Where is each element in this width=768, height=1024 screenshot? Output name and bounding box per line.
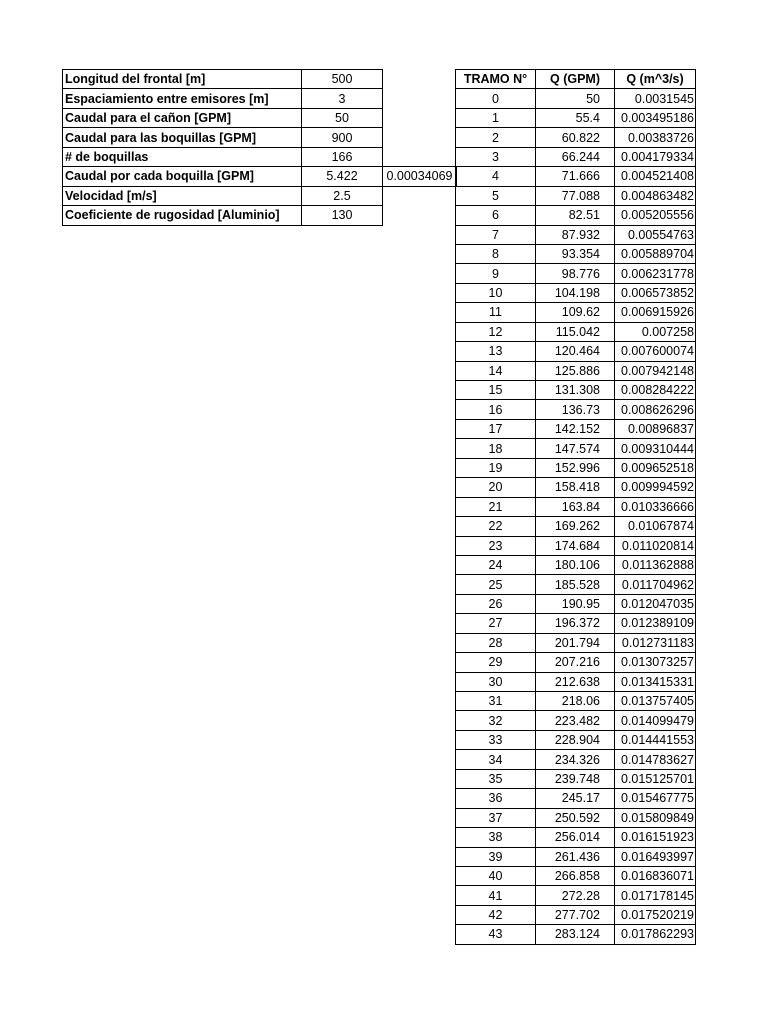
q-gpm-cell: 283.124 [536, 925, 615, 944]
q-m3s-cell: 0.007600074 [615, 342, 696, 361]
q-m3s-cell: 0.014099479 [615, 711, 696, 730]
parameter-value: 900 [302, 128, 383, 147]
q-gpm-cell: 272.28 [536, 886, 615, 905]
tramo-number: 2 [456, 128, 536, 147]
table-row [456, 303, 696, 322]
table-row [456, 711, 696, 730]
q-gpm-cell: 190.95 [536, 594, 615, 613]
tramo-number: 8 [456, 244, 536, 263]
tramo-number: 40 [456, 866, 536, 885]
parameter-value: 2.5 [302, 186, 383, 205]
q-gpm-cell: 60.822 [536, 128, 615, 147]
table-row [456, 789, 696, 808]
q-m3s-cell: 0.007942148 [615, 361, 696, 380]
table-row [456, 186, 696, 205]
q-m3s-cell: 0.011020814 [615, 536, 696, 555]
parameters-body [63, 70, 457, 226]
parameter-label: Espaciamiento entre emisores [m] [63, 89, 302, 108]
table-row [456, 478, 696, 497]
parameter-label: Longitud del frontal [m] [63, 70, 302, 89]
q-gpm-cell: 109.62 [536, 303, 615, 322]
tramo-number: 18 [456, 439, 536, 458]
q-m3s-cell: 0.01067874 [615, 517, 696, 536]
parameter-row [63, 206, 457, 225]
tramos-body [456, 89, 696, 944]
q-gpm-cell: 98.776 [536, 264, 615, 283]
q-gpm-cell: 256.014 [536, 828, 615, 847]
parameter-extra [383, 206, 457, 225]
tramo-number: 17 [456, 419, 536, 438]
tramos-header [456, 70, 696, 89]
q-gpm-cell: 120.464 [536, 342, 615, 361]
q-gpm-cell: 234.326 [536, 750, 615, 769]
table-row [456, 128, 696, 147]
q-m3s-cell: 0.009652518 [615, 458, 696, 477]
q-m3s-cell: 0.006573852 [615, 283, 696, 302]
q-m3s-cell: 0.016493997 [615, 847, 696, 866]
parameter-extra: 0.00034069 [383, 167, 457, 186]
tramo-number: 34 [456, 750, 536, 769]
q-gpm-cell: 115.042 [536, 322, 615, 341]
q-m3s-cell: 0.00554763 [615, 225, 696, 244]
table-row [456, 439, 696, 458]
table-row [456, 614, 696, 633]
tramo-number: 22 [456, 517, 536, 536]
parameter-value: 50 [302, 108, 383, 127]
q-gpm-cell: 266.858 [536, 866, 615, 885]
q-gpm-cell: 277.702 [536, 905, 615, 924]
table-row [456, 536, 696, 555]
tramo-number: 15 [456, 381, 536, 400]
q-m3s-cell: 0.004521408 [615, 167, 696, 186]
table-row [456, 400, 696, 419]
q-m3s-cell: 0.006915926 [615, 303, 696, 322]
tramo-number: 28 [456, 633, 536, 652]
table-row [456, 419, 696, 438]
table-row [456, 769, 696, 788]
q-gpm-cell: 93.354 [536, 244, 615, 263]
q-gpm-cell: 228.904 [536, 730, 615, 749]
parameter-extra [383, 89, 457, 108]
parameter-value: 500 [302, 70, 383, 89]
q-gpm-cell: 66.244 [536, 147, 615, 166]
tramo-number: 21 [456, 497, 536, 516]
q-m3s-cell: 0.004179334 [615, 147, 696, 166]
table-row [456, 381, 696, 400]
parameter-row [63, 70, 457, 89]
q-m3s-cell: 0.011362888 [615, 555, 696, 574]
table-row [456, 866, 696, 885]
table-row [456, 206, 696, 225]
tramo-number: 13 [456, 342, 536, 361]
q-gpm-cell: 223.482 [536, 711, 615, 730]
parameter-extra [383, 70, 457, 89]
table-row [456, 283, 696, 302]
table-row [456, 633, 696, 652]
q-gpm-cell: 131.308 [536, 381, 615, 400]
parameter-label: # de boquillas [63, 147, 302, 166]
q-m3s-cell: 0.015125701 [615, 769, 696, 788]
q-m3s-cell: 0.008626296 [615, 400, 696, 419]
tramo-number: 20 [456, 478, 536, 497]
q-m3s-cell: 0.010336666 [615, 497, 696, 516]
parameter-row [63, 167, 457, 186]
tramo-number: 37 [456, 808, 536, 827]
parameter-extra [383, 108, 457, 127]
q-m3s-cell: 0.014783627 [615, 750, 696, 769]
parameter-label: Caudal para las boquillas [GPM] [63, 128, 302, 147]
tramo-number: 7 [456, 225, 536, 244]
tramo-number: 1 [456, 108, 536, 127]
tramo-number: 24 [456, 555, 536, 574]
table-row [456, 517, 696, 536]
q-m3s-cell: 0.005889704 [615, 244, 696, 263]
table-row [456, 730, 696, 749]
table-row [456, 828, 696, 847]
q-m3s-cell: 0.013415331 [615, 672, 696, 691]
q-m3s-cell: 0.017862293 [615, 925, 696, 944]
tramo-number: 35 [456, 769, 536, 788]
table-row [456, 108, 696, 127]
parameter-value: 5.422 [302, 167, 383, 186]
q-m3s-cell: 0.006231778 [615, 264, 696, 283]
table-row [456, 808, 696, 827]
tramo-number: 30 [456, 672, 536, 691]
tramo-number: 10 [456, 283, 536, 302]
tramo-number: 19 [456, 458, 536, 477]
parameter-row [63, 147, 457, 166]
q-gpm-cell: 169.262 [536, 517, 615, 536]
q-gpm-cell: 261.436 [536, 847, 615, 866]
parameter-row [63, 89, 457, 108]
q-gpm-cell: 71.666 [536, 167, 615, 186]
q-m3s-cell: 0.013757405 [615, 692, 696, 711]
q-gpm-cell: 82.51 [536, 206, 615, 225]
tramo-number: 42 [456, 905, 536, 924]
header-tramo: TRAMO N° [456, 70, 536, 89]
q-m3s-cell: 0.012731183 [615, 633, 696, 652]
tramo-number: 39 [456, 847, 536, 866]
tramo-number: 14 [456, 361, 536, 380]
q-gpm-cell: 50 [536, 89, 615, 108]
q-m3s-cell: 0.00383726 [615, 128, 696, 147]
q-gpm-cell: 239.748 [536, 769, 615, 788]
header-q-m3s: Q (m^3/s) [615, 70, 696, 89]
q-m3s-cell: 0.015809849 [615, 808, 696, 827]
q-gpm-cell: 218.06 [536, 692, 615, 711]
q-m3s-cell: 0.011704962 [615, 575, 696, 594]
tramo-number: 26 [456, 594, 536, 613]
q-gpm-cell: 77.088 [536, 186, 615, 205]
q-gpm-cell: 174.684 [536, 536, 615, 555]
table-row [456, 672, 696, 691]
parameter-value: 166 [302, 147, 383, 166]
q-gpm-cell: 207.216 [536, 653, 615, 672]
tramo-number: 12 [456, 322, 536, 341]
table-row [456, 322, 696, 341]
table-row [456, 594, 696, 613]
q-m3s-cell: 0.0031545 [615, 89, 696, 108]
table-row [456, 905, 696, 924]
table-row [456, 147, 696, 166]
tramo-number: 16 [456, 400, 536, 419]
q-m3s-cell: 0.007258 [615, 322, 696, 341]
q-m3s-cell: 0.003495186 [615, 108, 696, 127]
q-m3s-cell: 0.013073257 [615, 653, 696, 672]
q-m3s-cell: 0.005205556 [615, 206, 696, 225]
tramo-number: 9 [456, 264, 536, 283]
parameter-row [63, 108, 457, 127]
q-gpm-cell: 147.574 [536, 439, 615, 458]
tramo-number: 3 [456, 147, 536, 166]
q-gpm-cell: 250.592 [536, 808, 615, 827]
table-row [456, 653, 696, 672]
q-gpm-cell: 158.418 [536, 478, 615, 497]
tramo-number: 27 [456, 614, 536, 633]
q-m3s-cell: 0.017520219 [615, 905, 696, 924]
q-gpm-cell: 180.106 [536, 555, 615, 574]
parameter-extra [383, 128, 457, 147]
q-m3s-cell: 0.016836071 [615, 866, 696, 885]
table-row [456, 264, 696, 283]
q-gpm-cell: 152.996 [536, 458, 615, 477]
tramo-number: 31 [456, 692, 536, 711]
tramo-number: 41 [456, 886, 536, 905]
q-m3s-cell: 0.009310444 [615, 439, 696, 458]
parameters-table [62, 69, 457, 226]
parameter-value: 130 [302, 206, 383, 225]
parameter-extra [383, 147, 457, 166]
tramo-number: 23 [456, 536, 536, 555]
tramo-number: 32 [456, 711, 536, 730]
table-row [456, 167, 696, 186]
q-gpm-cell: 212.638 [536, 672, 615, 691]
table-row [456, 555, 696, 574]
tramo-number: 5 [456, 186, 536, 205]
table-row [456, 361, 696, 380]
parameter-value: 3 [302, 89, 383, 108]
q-m3s-cell: 0.014441553 [615, 730, 696, 749]
table-row [456, 458, 696, 477]
q-m3s-cell: 0.017178145 [615, 886, 696, 905]
tramo-number: 25 [456, 575, 536, 594]
parameter-label: Velocidad [m/s] [63, 186, 302, 205]
q-gpm-cell: 87.932 [536, 225, 615, 244]
tramo-number: 29 [456, 653, 536, 672]
tramo-number: 36 [456, 789, 536, 808]
table-row [456, 497, 696, 516]
tramo-number: 11 [456, 303, 536, 322]
tramo-number: 6 [456, 206, 536, 225]
parameter-row [63, 186, 457, 205]
table-row [456, 89, 696, 108]
table-row [456, 847, 696, 866]
q-gpm-cell: 104.198 [536, 283, 615, 302]
q-m3s-cell: 0.015467775 [615, 789, 696, 808]
parameter-row [63, 128, 457, 147]
tramos-table [455, 69, 696, 945]
parameter-label: Coeficiente de rugosidad [Aluminio] [63, 206, 302, 225]
table-row [456, 886, 696, 905]
q-gpm-cell: 125.886 [536, 361, 615, 380]
q-m3s-cell: 0.009994592 [615, 478, 696, 497]
q-gpm-cell: 196.372 [536, 614, 615, 633]
table-row [456, 750, 696, 769]
q-gpm-cell: 55.4 [536, 108, 615, 127]
q-m3s-cell: 0.004863482 [615, 186, 696, 205]
tramo-number: 0 [456, 89, 536, 108]
table-row [456, 692, 696, 711]
table-row [456, 342, 696, 361]
tramo-number: 33 [456, 730, 536, 749]
table-row [456, 925, 696, 944]
q-gpm-cell: 142.152 [536, 419, 615, 438]
parameter-extra [383, 186, 457, 205]
tramo-number: 4 [456, 167, 536, 186]
table-row [456, 225, 696, 244]
q-m3s-cell: 0.008284222 [615, 381, 696, 400]
table-row [456, 244, 696, 263]
q-m3s-cell: 0.012389109 [615, 614, 696, 633]
table-row [456, 575, 696, 594]
q-gpm-cell: 136.73 [536, 400, 615, 419]
parameter-label: Caudal por cada boquilla [GPM] [63, 167, 302, 186]
q-gpm-cell: 163.84 [536, 497, 615, 516]
q-gpm-cell: 245.17 [536, 789, 615, 808]
header-q-gpm: Q (GPM) [536, 70, 615, 89]
q-m3s-cell: 0.012047035 [615, 594, 696, 613]
q-gpm-cell: 201.794 [536, 633, 615, 652]
q-gpm-cell: 185.528 [536, 575, 615, 594]
tramo-number: 43 [456, 925, 536, 944]
q-m3s-cell: 0.00896837 [615, 419, 696, 438]
tramos-header-row [456, 70, 696, 89]
parameter-label: Caudal para el cañon [GPM] [63, 108, 302, 127]
q-m3s-cell: 0.016151923 [615, 828, 696, 847]
tramo-number: 38 [456, 828, 536, 847]
